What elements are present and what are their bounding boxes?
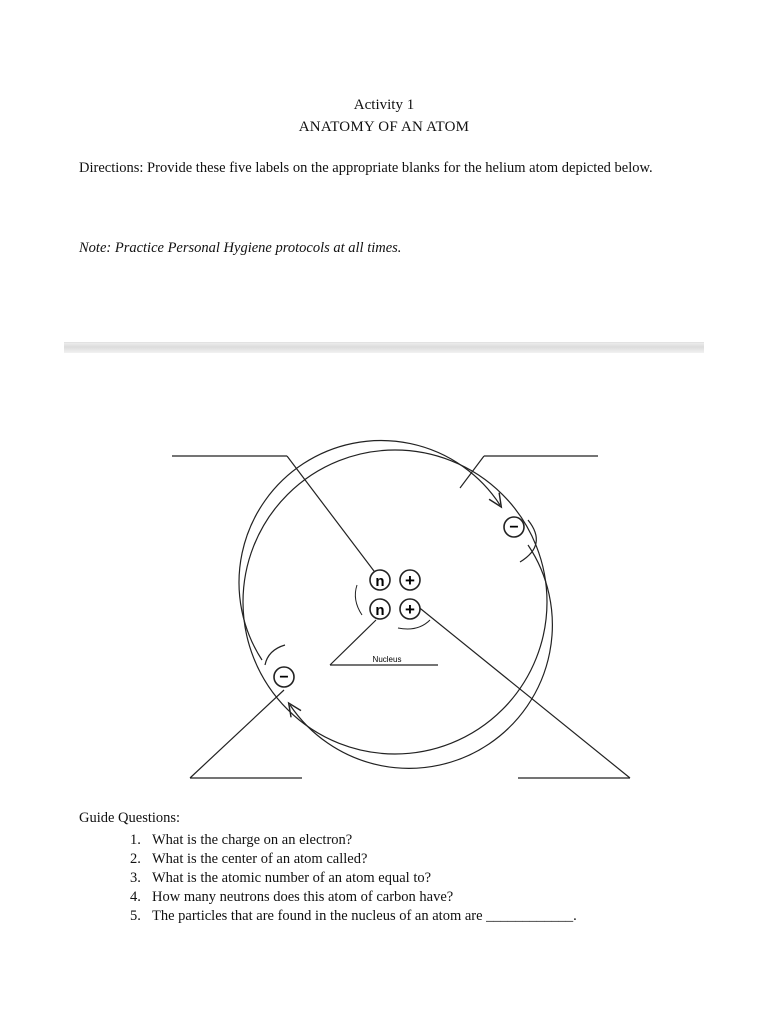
activity-title: Activity 1 bbox=[353, 97, 415, 113]
neutron-symbol: n bbox=[375, 573, 385, 590]
electron-symbol: − bbox=[279, 669, 289, 686]
question-item: 5. The particles that are found in the nucleus of an atom are ____________. bbox=[130, 908, 577, 924]
question-text: The particles that are found in the nucleus of an atom are ____________. bbox=[152, 908, 577, 924]
label-pointer-top-right bbox=[460, 456, 484, 488]
nucleus-label: Nucleus bbox=[372, 655, 402, 664]
proton-symbol: + bbox=[405, 600, 415, 619]
electron-symbol: − bbox=[509, 519, 519, 536]
electron-trail-bottom bbox=[265, 645, 285, 665]
guide-questions-list bbox=[130, 832, 577, 927]
note-text: Note: Practice Personal Hygiene protocols at all times. bbox=[79, 240, 402, 256]
label-pointer-bottom-left bbox=[190, 690, 284, 778]
nucleus bbox=[355, 570, 430, 629]
proton-symbol: + bbox=[405, 571, 415, 590]
electron-bottom-left bbox=[274, 667, 294, 687]
label-pointer-top-left bbox=[287, 456, 383, 583]
inner-orbit-arc-bottom bbox=[290, 545, 552, 768]
question-item: 4. How many neutrons does this atom of carbon have? bbox=[130, 889, 454, 905]
activity-subtitle: ANATOMY OF AN ATOM bbox=[298, 119, 470, 135]
guide-questions-heading: Guide Questions: bbox=[79, 810, 181, 826]
question-text: What is the charge on an electron? bbox=[152, 832, 353, 848]
directions-text: Directions: Provide these five labels on the appropriate blanks for the helium atom depicted below. bbox=[79, 160, 653, 176]
question-text: What is the center of an atom called? bbox=[152, 851, 368, 867]
label-pointer-bottom-right bbox=[416, 605, 630, 778]
divider bbox=[64, 342, 704, 353]
question-item: 3. What is the atomic number of an atom equal to? bbox=[130, 870, 432, 886]
electron-top-right bbox=[504, 517, 524, 537]
neutron-symbol: n bbox=[375, 602, 385, 619]
outer-orbit-ring bbox=[243, 450, 547, 754]
question-item: 2. What is the center of an atom called? bbox=[130, 851, 368, 867]
question-item: 1. What is the charge on an electron? bbox=[130, 832, 353, 848]
nucleus-pointer bbox=[330, 620, 376, 665]
question-text: What is the atomic number of an atom equal to? bbox=[152, 870, 432, 886]
question-text: How many neutrons does this atom of carbon have? bbox=[152, 889, 454, 905]
helium-atom-diagram bbox=[0, 420, 768, 800]
